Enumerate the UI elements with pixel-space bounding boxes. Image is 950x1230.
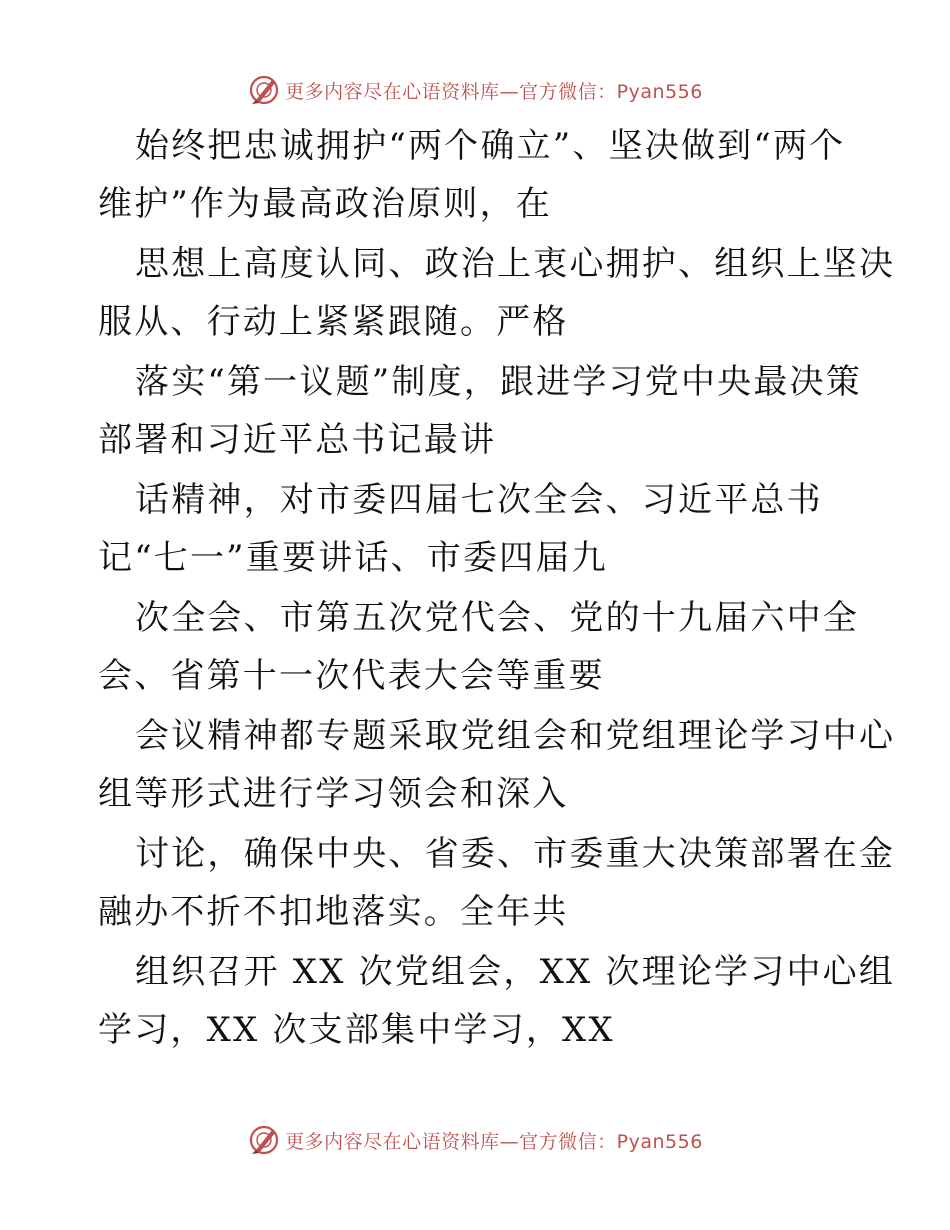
header-banner: [0, 70, 950, 110]
body-line-15: 组织召开 XX 次党组会，XX 次理论学习中心组: [135, 952, 896, 992]
body-line-2: 维护”作为最高政治原则，在: [98, 184, 552, 224]
body-line-6: 部署和习近平总书记最讲: [98, 420, 497, 460]
header-banner-text: 更多内容尽在心语资料库—官方微信：Pyan556: [285, 80, 703, 103]
body-line-14: 融办不折不扣地落实。全年共: [98, 892, 569, 932]
body-line-3: 思想上高度认同、政治上衷心拥护、组织上坚决: [135, 244, 896, 284]
pen-logo-icon: [247, 1123, 281, 1157]
body-line-13: 讨论，确保中央、省委、市委重大决策部署在金: [135, 834, 896, 874]
footer-banner: [0, 1120, 950, 1160]
body-line-8: 记“七一”重要讲话、市委四届九: [98, 538, 608, 578]
body-line-10: 会、省第十一次代表大会等重要: [98, 656, 605, 696]
body-line-7: 话精神，对市委四届七次全会、习近平总书: [135, 480, 823, 520]
pen-logo-icon: [247, 73, 281, 107]
footer-banner-text: 更多内容尽在心语资料库—官方微信：Pyan556: [285, 1130, 703, 1153]
body-line-1: 始终把忠诚拥护“两个确立”、坚决做到“两个: [135, 126, 846, 166]
body-line-5: 落实“第一议题”制度，跟进学习党中央最决策: [135, 362, 862, 402]
body-line-4: 服从、行动上紧紧跟随。严格: [98, 302, 569, 342]
body-line-11: 会议精神都专题采取党组会和党组理论学习中心: [135, 716, 896, 756]
body-line-9: 次全会、市第五次党代会、党的十九届六中全: [135, 598, 859, 638]
body-line-12: 组等形式进行学习领会和深入: [98, 774, 569, 814]
body-line-16: 学习，XX 次支部集中学习，XX: [98, 1010, 615, 1050]
